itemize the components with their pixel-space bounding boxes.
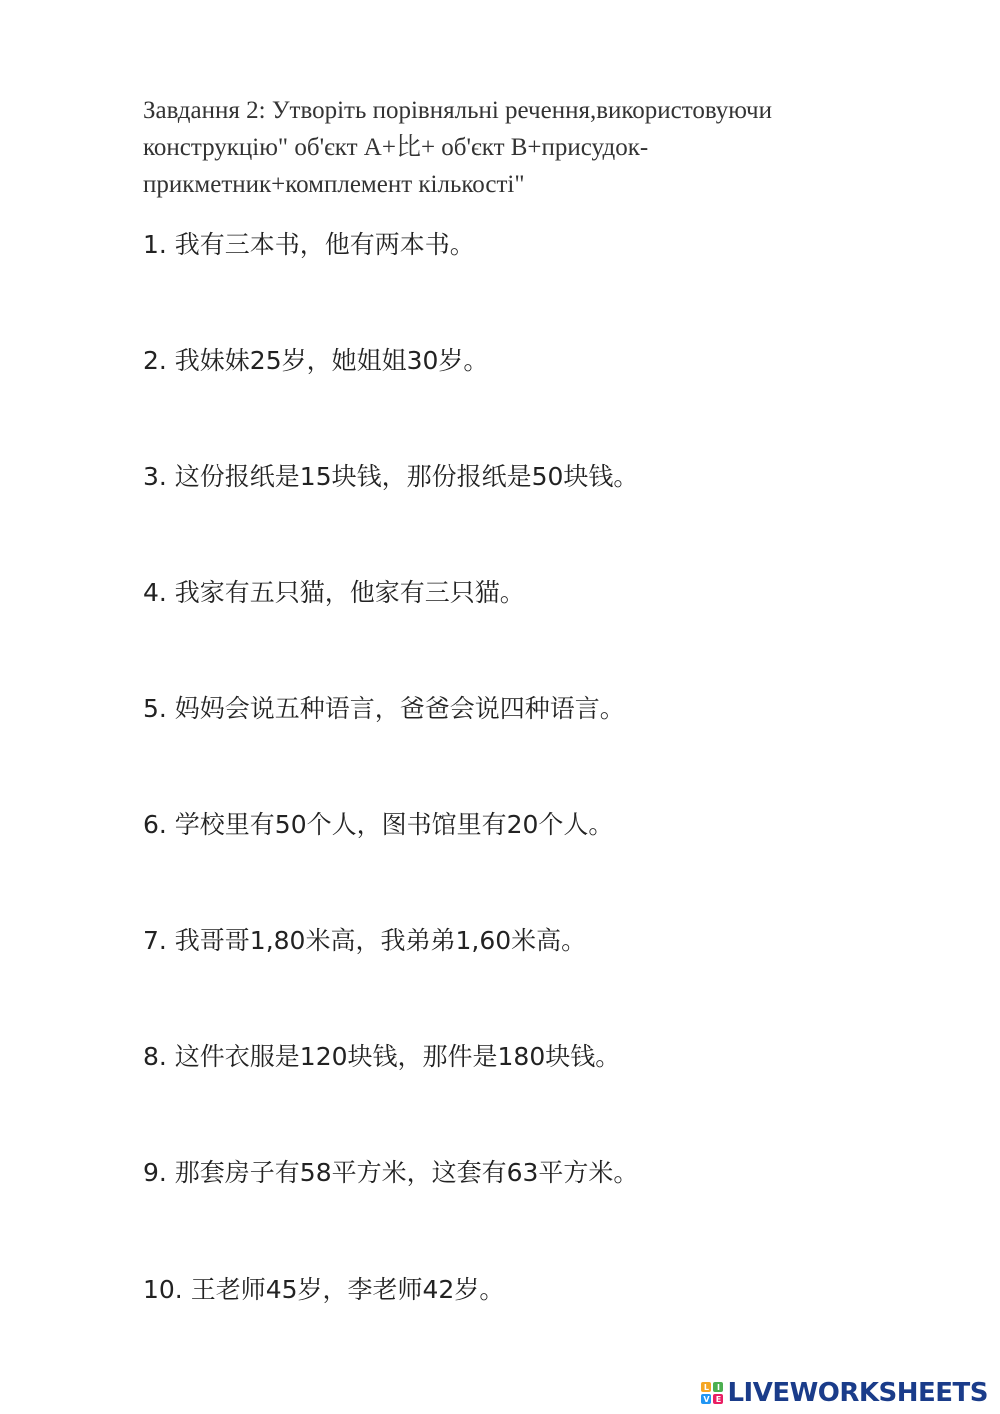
exercise-item-4: 4. 我家有五只猫，他家有三只猫。 [143, 578, 525, 607]
exercise-item-5: 5. 妈妈会说五种语言，爸爸会说四种语言。 [143, 694, 625, 723]
exercise-item-7: 7. 我哥哥1,80米高，我弟弟1,60米高。 [143, 926, 587, 955]
exercise-item-1: 1. 我有三本书，他有两本书。 [143, 230, 475, 259]
instructions-line-3: прикметник+комплемент кількості" [143, 171, 525, 198]
instructions-line-2: конструкцію" об'єкт А+比+ об'єкт В+присудок- [143, 134, 649, 161]
logo-tile-v: V [703, 1394, 710, 1404]
logo-tile-l: L [701, 1382, 711, 1392]
liveworksheets-logo [701, 1378, 988, 1408]
exercise-item-3: 3. 这份报纸是15块钱，那份报纸是50块钱。 [143, 462, 639, 491]
exercise-item-9: 9. 那套房子有58平方米，这套有63平方米。 [143, 1158, 639, 1187]
exercise-item-6: 6. 学校里有50个人，图书馆里有20个人。 [143, 810, 614, 839]
logo-tile-i: I [713, 1382, 723, 1392]
liveworksheets-logo-icon [701, 1382, 723, 1404]
logo-wordmark: LIVEWORKSHEETS [727, 1378, 988, 1408]
task-instructions [143, 92, 863, 203]
instructions-line-1: Завдання 2: Утворіть порівняльні речення,використовуючи [143, 97, 772, 124]
logo-tile-e: E [713, 1394, 723, 1404]
exercise-item-10: 10. 王老师45岁，李老师42岁。 [143, 1275, 505, 1304]
exercise-item-8: 8. 这件衣服是120块钱，那件是180块钱。 [143, 1042, 621, 1071]
exercise-item-2: 2. 我妹妹25岁，她姐姐30岁。 [143, 346, 489, 375]
